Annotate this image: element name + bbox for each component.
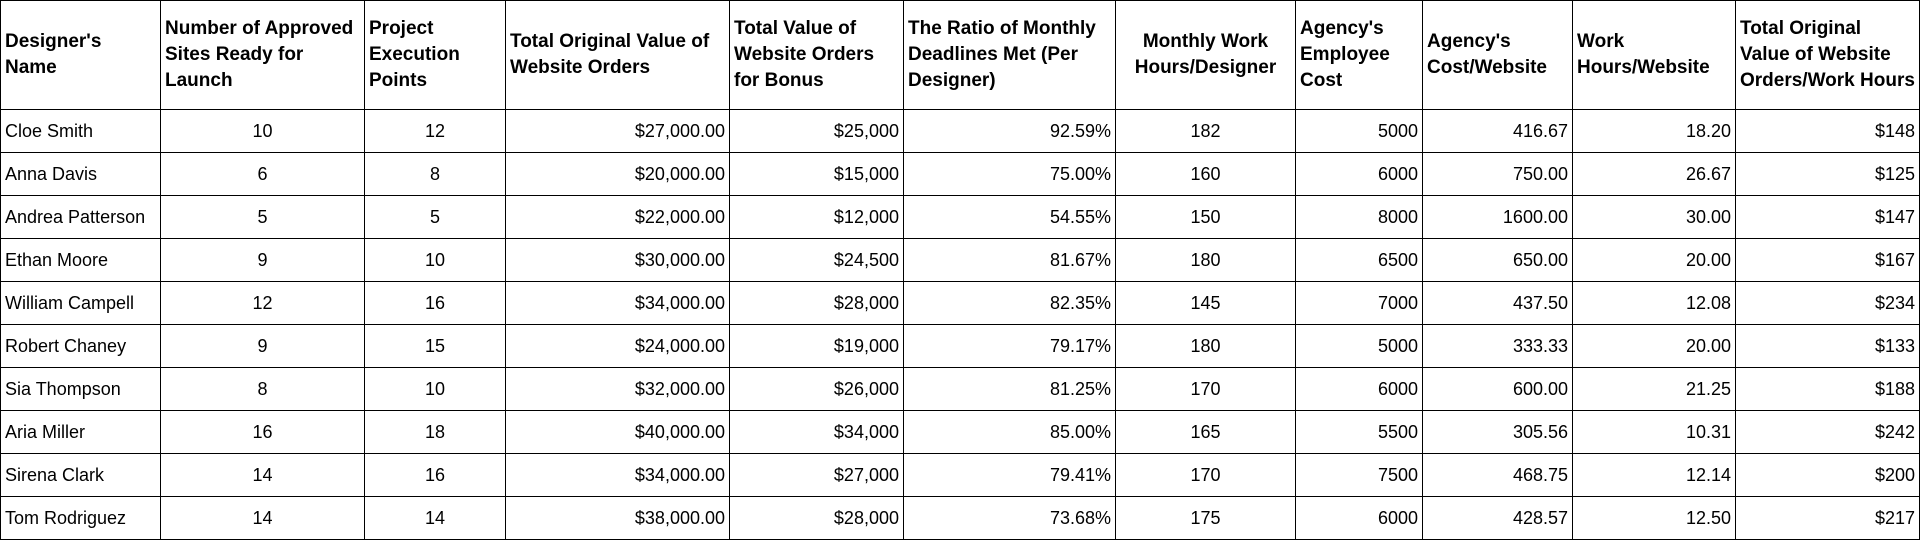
execution-points-cell: 18 xyxy=(365,411,506,454)
total-original-value-cell: $38,000.00 xyxy=(506,497,730,540)
execution-points-cell: 15 xyxy=(365,325,506,368)
execution-points-cell: 10 xyxy=(365,368,506,411)
deadline-ratio-cell: 75.00% xyxy=(904,153,1116,196)
employee-cost-cell: 5500 xyxy=(1296,411,1423,454)
deadline-ratio-cell: 79.41% xyxy=(904,454,1116,497)
employee-cost-cell: 6000 xyxy=(1296,497,1423,540)
employee-cost-cell: 8000 xyxy=(1296,196,1423,239)
value-for-bonus-cell: $34,000 xyxy=(730,411,904,454)
designer-name-cell: William Campell xyxy=(1,282,161,325)
deadline-ratio-cell: 54.55% xyxy=(904,196,1116,239)
total-original-value-cell: $22,000.00 xyxy=(506,196,730,239)
header-cost-per-website: Agency's Cost/Website xyxy=(1423,1,1573,110)
value-per-hour-cell: $234 xyxy=(1736,282,1920,325)
approved-sites-cell: 14 xyxy=(161,497,365,540)
approved-sites-cell: 5 xyxy=(161,196,365,239)
value-for-bonus-cell: $24,500 xyxy=(730,239,904,282)
execution-points-cell: 12 xyxy=(365,110,506,153)
total-original-value-cell: $20,000.00 xyxy=(506,153,730,196)
monthly-work-hours-cell: 175 xyxy=(1116,497,1296,540)
deadline-ratio-cell: 73.68% xyxy=(904,497,1116,540)
total-original-value-cell: $34,000.00 xyxy=(506,282,730,325)
header-execution-points: Project Execution Points xyxy=(365,1,506,110)
designer-name-cell: Anna Davis xyxy=(1,153,161,196)
monthly-work-hours-cell: 165 xyxy=(1116,411,1296,454)
employee-cost-cell: 6000 xyxy=(1296,368,1423,411)
table-row xyxy=(1,239,1920,282)
designer-name-cell: Tom Rodriguez xyxy=(1,497,161,540)
employee-cost-cell: 7500 xyxy=(1296,454,1423,497)
hours-per-website-cell: 20.00 xyxy=(1573,325,1736,368)
value-for-bonus-cell: $27,000 xyxy=(730,454,904,497)
table-row xyxy=(1,497,1920,540)
value-per-hour-cell: $217 xyxy=(1736,497,1920,540)
value-for-bonus-cell: $28,000 xyxy=(730,282,904,325)
header-value-per-hour: Total Original Value of Website Orders/Work Hours xyxy=(1736,1,1920,110)
table-row xyxy=(1,411,1920,454)
designer-name-cell: Cloe Smith xyxy=(1,110,161,153)
cost-per-website-cell: 468.75 xyxy=(1423,454,1573,497)
execution-points-cell: 14 xyxy=(365,497,506,540)
hours-per-website-cell: 12.14 xyxy=(1573,454,1736,497)
designer-name-cell: Ethan Moore xyxy=(1,239,161,282)
monthly-work-hours-cell: 160 xyxy=(1116,153,1296,196)
value-per-hour-cell: $133 xyxy=(1736,325,1920,368)
designer-name-cell: Aria Miller xyxy=(1,411,161,454)
table-row xyxy=(1,110,1920,153)
cost-per-website-cell: 650.00 xyxy=(1423,239,1573,282)
deadline-ratio-cell: 81.67% xyxy=(904,239,1116,282)
deadline-ratio-cell: 81.25% xyxy=(904,368,1116,411)
value-for-bonus-cell: $15,000 xyxy=(730,153,904,196)
deadline-ratio-cell: 85.00% xyxy=(904,411,1116,454)
hours-per-website-cell: 20.00 xyxy=(1573,239,1736,282)
total-original-value-cell: $24,000.00 xyxy=(506,325,730,368)
employee-cost-cell: 6500 xyxy=(1296,239,1423,282)
total-original-value-cell: $30,000.00 xyxy=(506,239,730,282)
cost-per-website-cell: 1600.00 xyxy=(1423,196,1573,239)
cost-per-website-cell: 437.50 xyxy=(1423,282,1573,325)
hours-per-website-cell: 10.31 xyxy=(1573,411,1736,454)
monthly-work-hours-cell: 180 xyxy=(1116,239,1296,282)
hours-per-website-cell: 21.25 xyxy=(1573,368,1736,411)
hours-per-website-cell: 26.67 xyxy=(1573,153,1736,196)
designer-name-cell: Andrea Patterson xyxy=(1,196,161,239)
monthly-work-hours-cell: 145 xyxy=(1116,282,1296,325)
execution-points-cell: 8 xyxy=(365,153,506,196)
value-per-hour-cell: $242 xyxy=(1736,411,1920,454)
monthly-work-hours-cell: 170 xyxy=(1116,368,1296,411)
value-per-hour-cell: $147 xyxy=(1736,196,1920,239)
monthly-work-hours-cell: 182 xyxy=(1116,110,1296,153)
header-total-original-value: Total Original Value of Website Orders xyxy=(506,1,730,110)
deadline-ratio-cell: 92.59% xyxy=(904,110,1116,153)
employee-cost-cell: 5000 xyxy=(1296,110,1423,153)
table-row xyxy=(1,325,1920,368)
approved-sites-cell: 12 xyxy=(161,282,365,325)
monthly-work-hours-cell: 180 xyxy=(1116,325,1296,368)
designer-name-cell: Robert Chaney xyxy=(1,325,161,368)
value-for-bonus-cell: $26,000 xyxy=(730,368,904,411)
value-for-bonus-cell: $19,000 xyxy=(730,325,904,368)
employee-cost-cell: 7000 xyxy=(1296,282,1423,325)
value-per-hour-cell: $148 xyxy=(1736,110,1920,153)
approved-sites-cell: 9 xyxy=(161,239,365,282)
designer-name-cell: Sia Thompson xyxy=(1,368,161,411)
hours-per-website-cell: 18.20 xyxy=(1573,110,1736,153)
cost-per-website-cell: 600.00 xyxy=(1423,368,1573,411)
value-per-hour-cell: $200 xyxy=(1736,454,1920,497)
hours-per-website-cell: 30.00 xyxy=(1573,196,1736,239)
value-for-bonus-cell: $28,000 xyxy=(730,497,904,540)
approved-sites-cell: 16 xyxy=(161,411,365,454)
header-employee-cost: Agency's Employee Cost xyxy=(1296,1,1423,110)
approved-sites-cell: 14 xyxy=(161,454,365,497)
header-approved-sites: Number of Approved Sites Ready for Launch xyxy=(161,1,365,110)
employee-cost-cell: 5000 xyxy=(1296,325,1423,368)
execution-points-cell: 16 xyxy=(365,282,506,325)
header-value-for-bonus: Total Value of Website Orders for Bonus xyxy=(730,1,904,110)
monthly-work-hours-cell: 150 xyxy=(1116,196,1296,239)
value-per-hour-cell: $125 xyxy=(1736,153,1920,196)
approved-sites-cell: 10 xyxy=(161,110,365,153)
deadline-ratio-cell: 82.35% xyxy=(904,282,1116,325)
value-per-hour-cell: $167 xyxy=(1736,239,1920,282)
cost-per-website-cell: 333.33 xyxy=(1423,325,1573,368)
table-row xyxy=(1,454,1920,497)
table-row xyxy=(1,282,1920,325)
total-original-value-cell: $40,000.00 xyxy=(506,411,730,454)
monthly-work-hours-cell: 170 xyxy=(1116,454,1296,497)
table-row xyxy=(1,196,1920,239)
table-row xyxy=(1,153,1920,196)
cost-per-website-cell: 750.00 xyxy=(1423,153,1573,196)
header-hours-per-website: Work Hours/Website xyxy=(1573,1,1736,110)
table-header-row xyxy=(1,1,1920,110)
cost-per-website-cell: 416.67 xyxy=(1423,110,1573,153)
execution-points-cell: 5 xyxy=(365,196,506,239)
total-original-value-cell: $34,000.00 xyxy=(506,454,730,497)
header-designer-name: Designer's Name xyxy=(1,1,161,110)
designer-name-cell: Sirena Clark xyxy=(1,454,161,497)
approved-sites-cell: 9 xyxy=(161,325,365,368)
approved-sites-cell: 8 xyxy=(161,368,365,411)
cost-per-website-cell: 428.57 xyxy=(1423,497,1573,540)
table-body xyxy=(1,110,1920,540)
value-for-bonus-cell: $25,000 xyxy=(730,110,904,153)
approved-sites-cell: 6 xyxy=(161,153,365,196)
value-per-hour-cell: $188 xyxy=(1736,368,1920,411)
employee-cost-cell: 6000 xyxy=(1296,153,1423,196)
execution-points-cell: 10 xyxy=(365,239,506,282)
execution-points-cell: 16 xyxy=(365,454,506,497)
hours-per-website-cell: 12.50 xyxy=(1573,497,1736,540)
hours-per-website-cell: 12.08 xyxy=(1573,282,1736,325)
total-original-value-cell: $27,000.00 xyxy=(506,110,730,153)
total-original-value-cell: $32,000.00 xyxy=(506,368,730,411)
deadline-ratio-cell: 79.17% xyxy=(904,325,1116,368)
value-for-bonus-cell: $12,000 xyxy=(730,196,904,239)
header-monthly-work-hours: Monthly Work Hours/Designer xyxy=(1116,1,1296,110)
table-row xyxy=(1,368,1920,411)
header-deadline-ratio: The Ratio of Monthly Deadlines Met (Per Designer) xyxy=(904,1,1116,110)
cost-per-website-cell: 305.56 xyxy=(1423,411,1573,454)
